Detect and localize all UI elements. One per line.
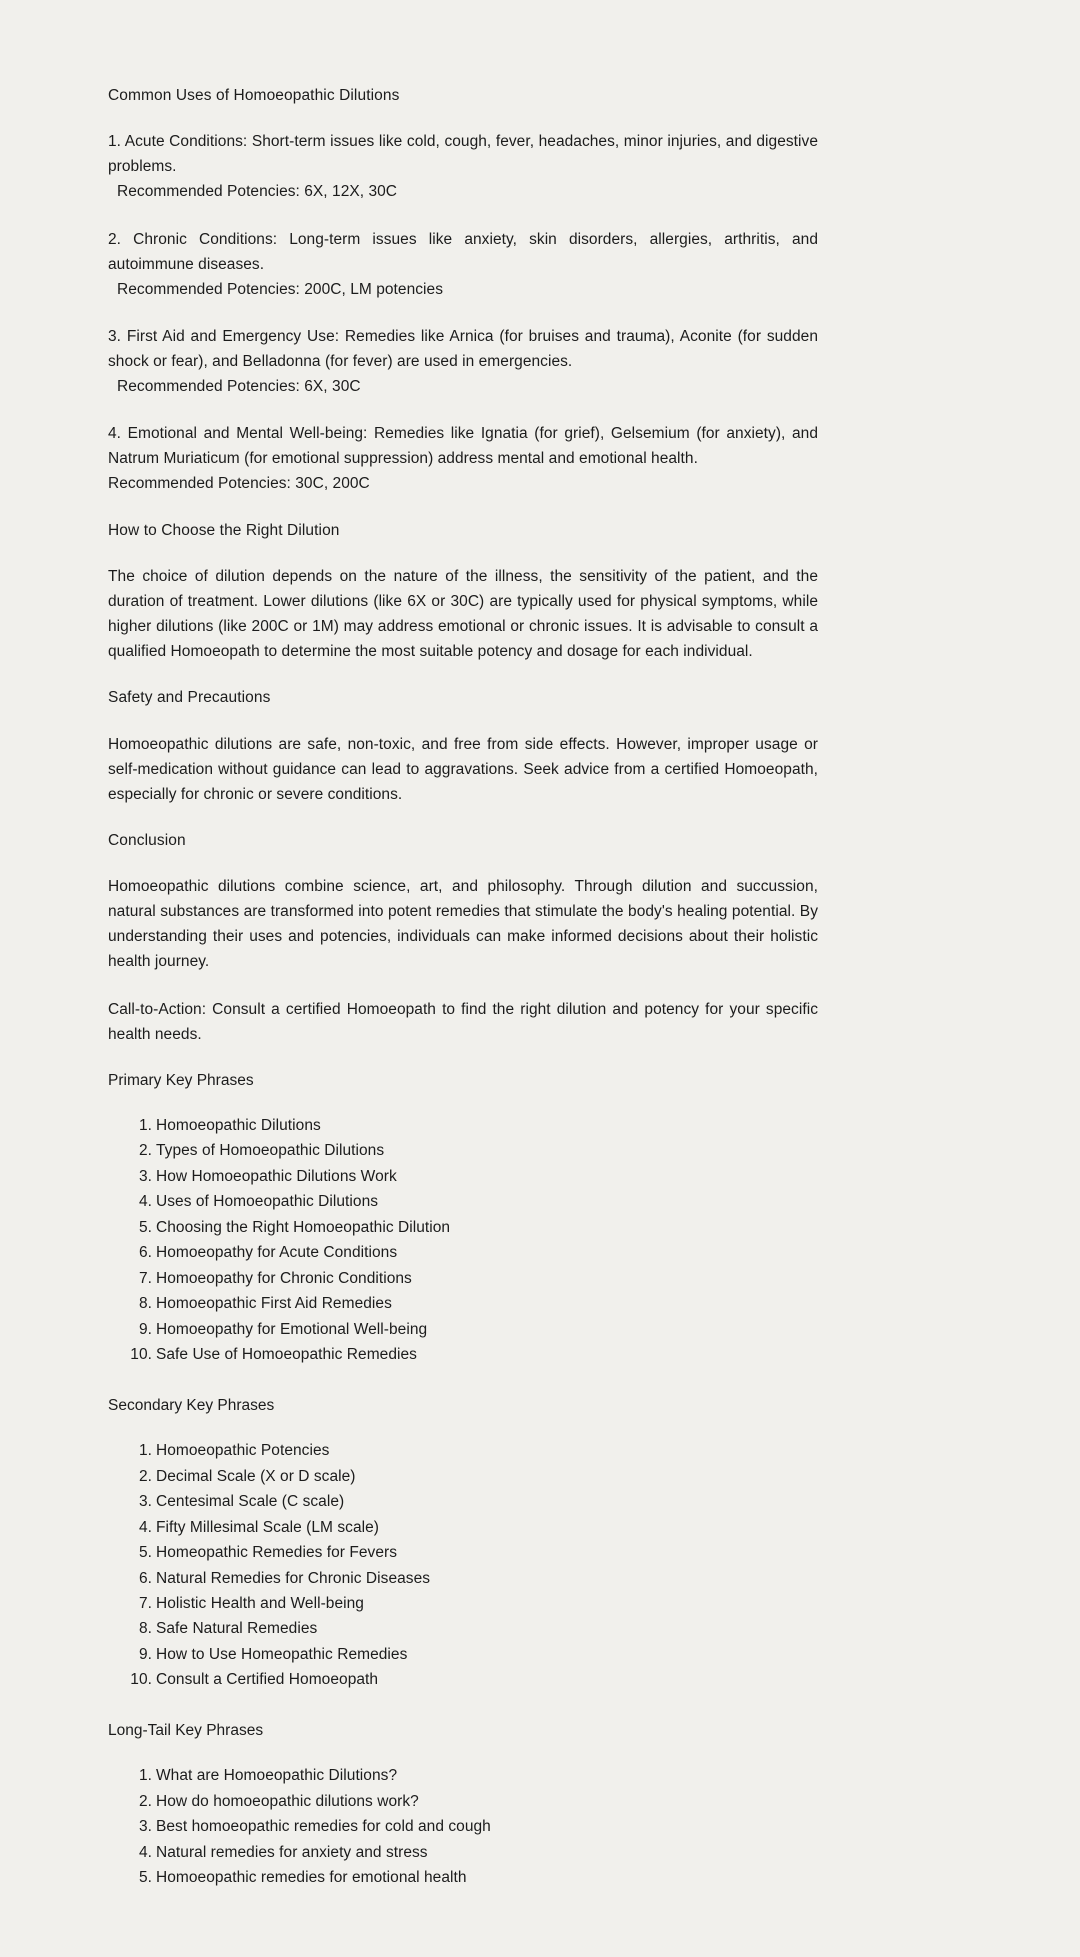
list-item: Homoeopathic Potencies	[156, 1442, 330, 1460]
numbered-item-4-potencies: Recommended Potencies: 30C, 200C	[108, 475, 370, 493]
list-item: Safe Natural Remedies	[156, 1620, 318, 1638]
heading-primary-key-phrases: Primary Key Phrases	[108, 1071, 254, 1089]
list-item: Consult a Certified Homoeopath	[156, 1671, 379, 1689]
numbered-item-4	[108, 421, 818, 496]
numbered-item-1-potencies: Recommended Potencies: 6X, 12X, 30C	[117, 183, 398, 201]
paragraph-how-to-choose: The choice of dilution depends on the nature of the illness, the sensitivity of the patient, and the duration of treatment. Lower dilutions (like 6X or 30C) are typically used for physical symptoms, while higher dilutions (like 200C or 1M) may address emotional or chronic issues. It is advisable to consult a qualified Homoeopath to determine the most suitable potency and dosage for each individual.	[108, 567, 818, 661]
list-item: What are Homoeopathic Dilutions?	[156, 1767, 398, 1785]
list-item: Centesimal Scale (C scale)	[156, 1493, 345, 1511]
document-body	[108, 84, 818, 1891]
numbered-item-1	[108, 129, 818, 204]
list-item: How do homoeopathic dilutions work?	[156, 1792, 419, 1810]
secondary-key-phrases-list	[108, 1439, 818, 1693]
list-item: Homoeopathy for Chronic Conditions	[156, 1269, 412, 1287]
list-item: Holistic Health and Well-being	[156, 1594, 364, 1612]
paragraph-conclusion: Homoeopathic dilutions combine science, art, and philosophy. Through dilution and succussion, natural substances are transformed into potent remedies that stimulate the body's healing potential. By understanding their uses and potencies, individuals can make informed decisions about their holistic health journey.	[108, 878, 818, 971]
list-item: How Homoeopathic Dilutions Work	[156, 1167, 397, 1185]
list-item: Safe Use of Homoeopathic Remedies	[156, 1346, 417, 1364]
list-item: Homoeopathy for Acute Conditions	[156, 1244, 398, 1262]
heading-common-uses: Common Uses of Homoeopathic Dilutions	[108, 87, 400, 104]
list-item: Homeopathic Remedies for Fevers	[156, 1544, 398, 1562]
numbered-item-4-text: 4. Emotional and Mental Well-being: Remedies like Ignatia (for grief), Gelsemium (for anxiety), and Natrum Muriaticum (for emotional suppression) address mental and emotional health.	[108, 425, 818, 468]
list-item: Types of Homoeopathic Dilutions	[156, 1142, 385, 1160]
numbered-item-3	[108, 324, 818, 399]
heading-safety: Safety and Precautions	[108, 689, 271, 707]
numbered-item-2-potencies: Recommended Potencies: 200C, LM potencies	[117, 280, 444, 298]
heading-secondary-key-phrases: Secondary Key Phrases	[108, 1396, 275, 1414]
list-item: Natural Remedies for Chronic Diseases	[156, 1569, 431, 1587]
list-item: Decimal Scale (X or D scale)	[156, 1467, 356, 1485]
list-item: How to Use Homeopathic Remedies	[156, 1645, 408, 1663]
paragraph-call-to-action: Call-to-Action: Consult a certified Homoeopath to find the right dilution and potency for your specific health needs.	[108, 1000, 818, 1043]
numbered-item-1-text: 1. Acute Conditions: Short-term issues like cold, cough, fever, headaches, minor injuries, and digestive problems.	[108, 133, 818, 176]
list-item: Homoeopathic remedies for emotional health	[156, 1869, 467, 1887]
list-item: Choosing the Right Homoeopathic Dilution	[156, 1218, 451, 1236]
numbered-item-2	[108, 227, 818, 302]
long-tail-key-phrases-list	[108, 1764, 818, 1890]
heading-conclusion: Conclusion	[108, 831, 186, 849]
paragraph-safety: Homoeopathic dilutions are safe, non-toxic, and free from side effects. However, improper usage or self-medication without guidance can lead to aggravations. Seek advice from a certified Homoeopath, especially for chronic or severe conditions.	[108, 735, 818, 803]
list-item: Homoeopathic First Aid Remedies	[156, 1295, 392, 1313]
numbered-item-3-potencies: Recommended Potencies: 6X, 30C	[117, 378, 361, 396]
list-item: Homoeopathy for Emotional Well-being	[156, 1320, 428, 1338]
list-item: Best homoeopathic remedies for cold and cough	[156, 1818, 491, 1836]
list-item: Natural remedies for anxiety and stress	[156, 1843, 428, 1861]
heading-how-to-choose: How to Choose the Right Dilution	[108, 521, 340, 539]
list-item: Fifty Millesimal Scale (LM scale)	[156, 1518, 379, 1536]
numbered-item-2-text: 2. Chronic Conditions: Long-term issues like anxiety, skin disorders, allergies, arthritis, and autoimmune diseases.	[108, 230, 818, 273]
primary-key-phrases-list	[108, 1114, 818, 1368]
heading-long-tail-key-phrases: Long-Tail Key Phrases	[108, 1721, 264, 1739]
numbered-item-3-text: 3. First Aid and Emergency Use: Remedies like Arnica (for bruises and trauma), Aconite (for sudden shock or fear), and Belladonna (for fever) are used in emergencies.	[108, 327, 818, 371]
list-item: Homoeopathic Dilutions	[156, 1116, 321, 1134]
list-item: Uses of Homoeopathic Dilutions	[156, 1193, 379, 1211]
